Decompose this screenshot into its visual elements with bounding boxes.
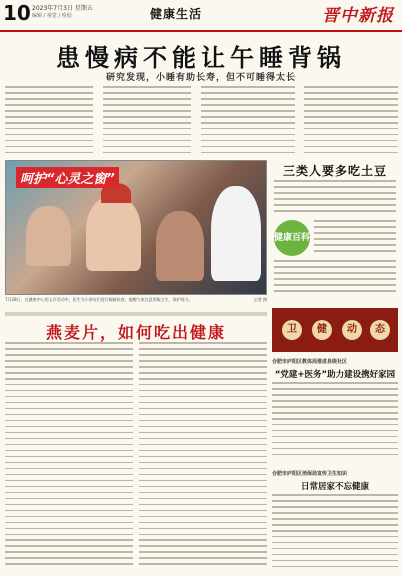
article-body-column-1 bbox=[5, 86, 93, 156]
health-encyclopedia-icon: 健康百科 bbox=[274, 220, 310, 256]
banner-char: 健 bbox=[312, 320, 332, 340]
banner-char: 卫 bbox=[282, 320, 302, 340]
sidebar-article-body bbox=[274, 260, 396, 298]
main-subhead: 研究发现，小睡有助长寿，但不可睡得太长 bbox=[105, 73, 296, 83]
caption-text: 7月28日，在健康中心的义诊活动中，医生为小朋友们进行眼睛检查，提醒大家注意用眼卫生，保护视力。 bbox=[5, 297, 193, 302]
article-body-oatmeal-2 bbox=[139, 342, 267, 572]
banner-char: 动 bbox=[342, 320, 362, 340]
editor-credit: 编辑 / 视觉 / 检校 bbox=[32, 13, 72, 19]
news-kicker: 合肥市庐阳区教体局推进县级社区 bbox=[272, 359, 348, 365]
sidebar-article-title: 三类人要多吃土豆 bbox=[282, 164, 387, 178]
news-title: “党建+医务”助力建设携好家园 bbox=[274, 370, 396, 380]
photo-person bbox=[26, 206, 71, 266]
photo-person bbox=[156, 211, 204, 281]
article-body-oatmeal-1 bbox=[5, 342, 133, 572]
article-body-column-3 bbox=[201, 86, 295, 156]
news-photo bbox=[5, 160, 267, 295]
page-header bbox=[0, 0, 402, 32]
article-body-column-4 bbox=[304, 86, 398, 156]
page-number: 10 bbox=[3, 1, 31, 25]
sidebar-article bbox=[272, 160, 398, 300]
divider bbox=[5, 312, 267, 316]
section-title: 健康生活 bbox=[150, 7, 203, 21]
news-title: 日常居家不忘健康 bbox=[300, 482, 369, 492]
issue-date: 2023年7月3日 星期五 bbox=[32, 5, 93, 12]
news-banner bbox=[272, 308, 398, 352]
photo-credit: 记者 摄 bbox=[253, 297, 267, 302]
sidebar-article-body bbox=[274, 180, 396, 218]
masthead-logo: 晋中新报 bbox=[322, 6, 394, 26]
article-title-oatmeal: 燕麦片，如何吃出健康 bbox=[45, 323, 226, 342]
photo-overlay-title: 呵护“心灵之窗” bbox=[16, 167, 119, 188]
sidebar-article-body bbox=[314, 220, 396, 258]
banner-char: 态 bbox=[370, 320, 390, 340]
news-kicker: 合肥市庐阳区消保局宣传卫生知识 bbox=[272, 471, 348, 477]
photo-person bbox=[86, 196, 141, 271]
news-body bbox=[272, 382, 398, 464]
photo-caption bbox=[5, 297, 267, 303]
photo-doctor bbox=[211, 186, 261, 281]
news-body bbox=[272, 494, 398, 572]
article-body-column-2 bbox=[103, 86, 191, 156]
main-headline: 患慢病不能让午睡背锅 bbox=[56, 44, 346, 72]
